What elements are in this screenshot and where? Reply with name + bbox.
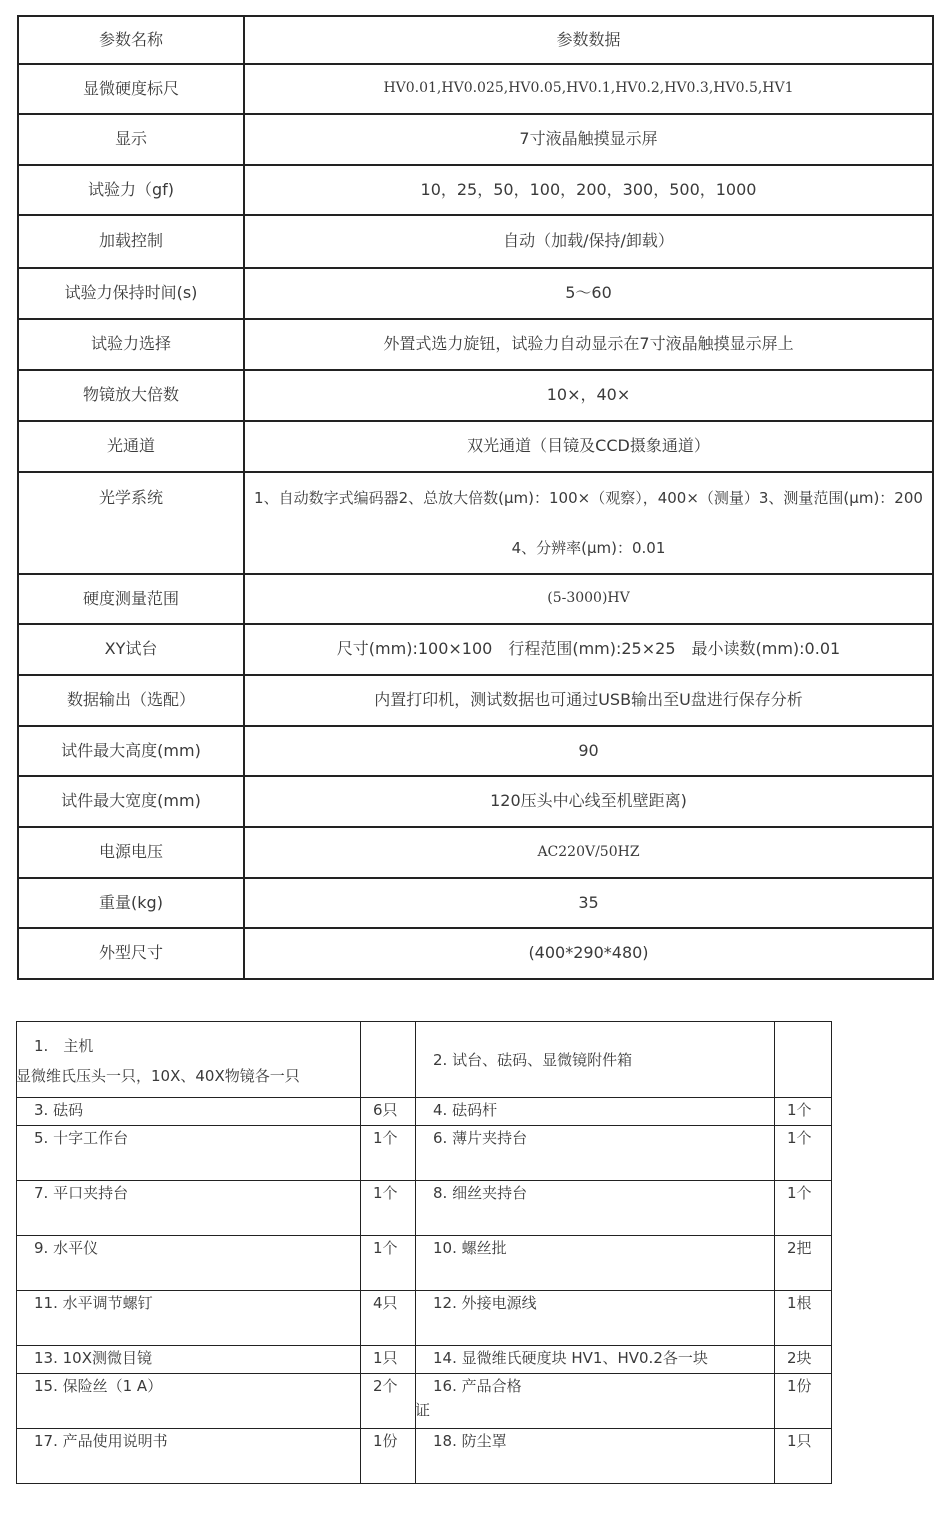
param-value: 7寸液晶触摸显示屏 — [244, 114, 933, 165]
accessory-name: 6. 薄片夹持台 — [416, 1126, 775, 1181]
param-name: 外型尺寸 — [18, 928, 244, 979]
param-name: 数据输出（选配） — [18, 675, 244, 726]
accessory-qty: 2把 — [775, 1236, 832, 1291]
accessory-qty: 6只 — [361, 1098, 416, 1126]
accessory-qty: 2个 — [361, 1374, 416, 1429]
param-value: 自动（加载/保持/卸载） — [244, 215, 933, 268]
accessory-cell — [416, 1022, 775, 1098]
accessory-name: 4. 砝码杆 — [416, 1098, 775, 1126]
accessory-main-sub: 显微维氏压头一只，10X、40X物镜各一只 — [16, 1067, 300, 1086]
accessory-qty: 1个 — [361, 1236, 416, 1291]
accessories-table — [16, 1021, 832, 1484]
param-value: 内置打印机，测试数据也可通过USB输出至U盘进行保存分析 — [244, 675, 933, 726]
param-value: 1、自动数字式编码器2、总放大倍数(μm)：100×（观察），400×（测量）3、测量范围(μm)：200 4、分辨率(μm)：0.01 — [244, 472, 933, 574]
table-row — [17, 1236, 832, 1291]
param-value: 10×，40× — [244, 370, 933, 421]
accessory-name: 8. 细丝夹持台 — [416, 1181, 775, 1236]
accessory-name: 7. 平口夹持台 — [17, 1181, 361, 1236]
accessory-qty: 1份 — [775, 1374, 832, 1429]
param-name: 光通道 — [18, 421, 244, 472]
param-value: 双光通道（目镜及CCD摄象通道） — [244, 421, 933, 472]
accessory-qty: 1只 — [775, 1429, 832, 1484]
param-name: 物镜放大倍数 — [18, 370, 244, 421]
table-row — [17, 1181, 832, 1236]
accessory-qty: 2块 — [775, 1346, 832, 1374]
param-name: 电源电压 — [18, 827, 244, 878]
table-row — [18, 421, 933, 472]
table-row — [17, 1374, 832, 1429]
table-row — [17, 1291, 832, 1346]
param-value: AC220V/50HZ — [244, 827, 933, 878]
accessory-qty: 1个 — [775, 1181, 832, 1236]
accessory-name: 13. 10X测微目镜 — [17, 1346, 361, 1374]
param-value: 外置式选力旋钮，试验力自动显示在7寸液晶触摸显示屏上 — [244, 319, 933, 370]
param-name: 重量(kg) — [18, 878, 244, 928]
header-value: 参数数据 — [244, 16, 933, 64]
accessory-name: 3. 砝码 — [17, 1098, 361, 1126]
param-name: 光学系统 — [18, 472, 244, 574]
accessory-qty: 1个 — [361, 1126, 416, 1181]
table-row — [17, 1022, 832, 1098]
table-row — [18, 114, 933, 165]
accessory-qty: 1个 — [361, 1181, 416, 1236]
table-row — [18, 928, 933, 979]
qty-cell — [775, 1022, 832, 1098]
param-value: 90 — [244, 726, 933, 776]
accessory-name-wrap: 证 — [415, 1401, 431, 1420]
param-value: 120压头中心线至机壁距离) — [244, 776, 933, 827]
qty-cell — [361, 1022, 416, 1098]
table-row — [18, 776, 933, 827]
accessory-cell — [17, 1022, 361, 1098]
param-name: 试验力选择 — [18, 319, 244, 370]
accessory-cell — [416, 1374, 775, 1429]
table-row — [18, 624, 933, 675]
param-value: 尺寸(mm):100×100 行程范围(mm):25×25 最小读数(mm):0.01 — [244, 624, 933, 675]
accessory-name: 18. 防尘罩 — [416, 1429, 775, 1484]
accessory-name: 11. 水平调节螺钉 — [17, 1291, 361, 1346]
table-row — [17, 1346, 832, 1374]
param-name: 试验力（gf) — [18, 165, 244, 215]
accessory-name: 10. 螺丝批 — [416, 1236, 775, 1291]
table-row — [18, 268, 933, 319]
table-row — [18, 370, 933, 421]
param-name: 硬度测量范围 — [18, 574, 244, 624]
param-value: HV0.01,HV0.025,HV0.05,HV0.1,HV0.2,HV0.3,HV0.5,HV1 — [244, 64, 933, 114]
parameters-table — [17, 15, 938, 980]
param-value: (400*290*480) — [244, 928, 933, 979]
table-row — [18, 878, 933, 928]
table-header-row — [18, 16, 933, 64]
param-name: XY试台 — [18, 624, 244, 675]
param-value: (5-3000)HV — [244, 574, 933, 624]
accessory-title: 2. 试台、砝码、显微镜附件箱 — [433, 1051, 633, 1070]
table-row — [18, 319, 933, 370]
accessory-name: 5. 十字工作台 — [17, 1126, 361, 1181]
accessory-name: 14. 显微维氏硬度块 HV1、HV0.2各一块 — [416, 1346, 775, 1374]
accessory-qty: 1只 — [361, 1346, 416, 1374]
table-row — [18, 64, 933, 114]
table-row — [17, 1429, 832, 1484]
param-value: 5～60 — [244, 268, 933, 319]
header-name: 参数名称 — [18, 16, 244, 64]
accessory-qty: 1个 — [775, 1098, 832, 1126]
accessory-qty: 4只 — [361, 1291, 416, 1346]
param-value: 35 — [244, 878, 933, 928]
param-value: 10，25，50，100，200，300，500，1000 — [244, 165, 933, 215]
table-row — [18, 726, 933, 776]
accessory-name: 9. 水平仪 — [17, 1236, 361, 1291]
table-row — [18, 675, 933, 726]
param-name: 加载控制 — [18, 215, 244, 268]
param-name: 试件最大宽度(mm) — [18, 776, 244, 827]
accessory-qty: 1根 — [775, 1291, 832, 1346]
accessory-name: 15. 保险丝（1 A） — [17, 1374, 361, 1429]
table-row — [17, 1098, 832, 1126]
param-name: 试验力保持时间(s) — [18, 268, 244, 319]
table-row — [18, 574, 933, 624]
param-name: 试件最大高度(mm) — [18, 726, 244, 776]
table-row — [18, 472, 933, 574]
table-row — [17, 1126, 832, 1181]
accessory-name: 12. 外接电源线 — [416, 1291, 775, 1346]
accessory-qty: 1个 — [775, 1126, 832, 1181]
table-row — [18, 215, 933, 268]
accessory-name: 17. 产品使用说明书 — [17, 1429, 361, 1484]
table-row — [18, 165, 933, 215]
accessory-qty: 1份 — [361, 1429, 416, 1484]
table-row — [18, 827, 933, 878]
accessory-main-title: 1. 主机 — [34, 1037, 94, 1055]
param-name: 显微硬度标尺 — [18, 64, 244, 114]
accessory-name: 16. 产品合格 — [433, 1377, 522, 1395]
param-name: 显示 — [18, 114, 244, 165]
